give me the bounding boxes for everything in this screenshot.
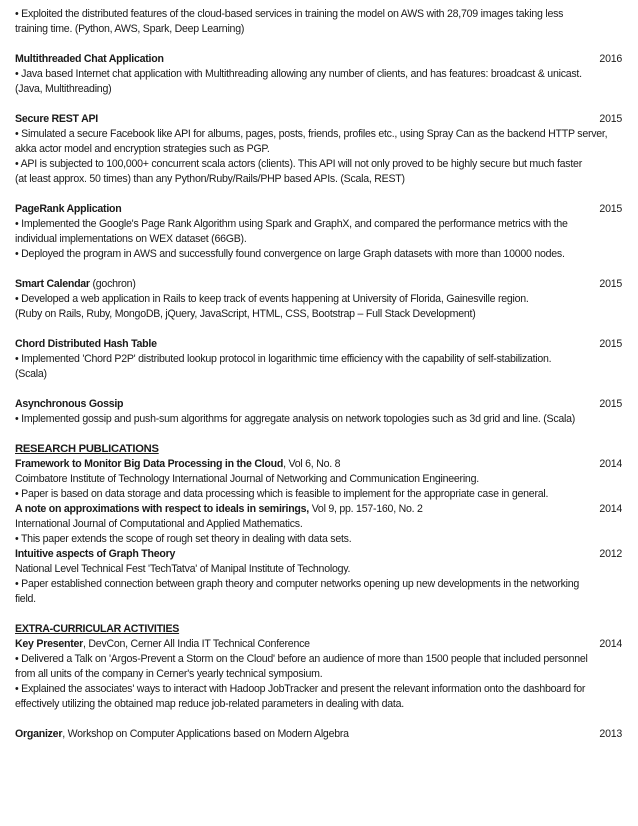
bullet-line: • Explained the associates' ways to interact with Hadoop JobTracker and present the relevant information onto the dashboard for bbox=[15, 683, 586, 695]
project-title: Smart Calendar bbox=[15, 278, 90, 290]
publication-year: 2014 bbox=[599, 458, 622, 470]
project-entry bbox=[15, 202, 623, 262]
publication-details: Vol 9, pp. 157-160, No. 2 bbox=[309, 503, 423, 515]
publication-title: A note on approximations with respect to ideals in semirings, bbox=[15, 503, 309, 515]
project-title: Secure REST API bbox=[15, 113, 98, 125]
activity-header bbox=[15, 637, 623, 652]
bullet-line: (Scala) bbox=[15, 368, 47, 380]
activity-title: Organizer bbox=[15, 728, 63, 740]
project-header bbox=[15, 112, 623, 127]
project-title: PageRank Application bbox=[15, 203, 122, 215]
bullet-line: (Ruby on Rails, Ruby, MongoDB, jQuery, JavaScript, HTML, CSS, Bootstrap – Full Stack Development) bbox=[15, 308, 476, 320]
project-header bbox=[15, 52, 623, 67]
bullet-line: (at least approx. 50 times) than any Python/Ruby/Rails/PHP based APIs. (Scala, REST) bbox=[15, 173, 405, 185]
publication-line: • This paper extends the scope of rough set theory in dealing with data sets. bbox=[15, 533, 352, 545]
activity-header bbox=[15, 727, 623, 742]
publication-line: International Journal of Computational and Applied Mathematics. bbox=[15, 518, 303, 530]
activity-year: 2014 bbox=[599, 638, 622, 650]
publication-line: National Level Technical Fest 'TechTatva' of Manipal Institute of Technology. bbox=[15, 563, 351, 575]
bullet-line: akka actor model and encryption strategies such as PGP. bbox=[15, 143, 270, 155]
project-header bbox=[15, 337, 623, 352]
bullet-line: • Implemented gossip and push-sum algorithms for aggregate analysis on network topologies such as 3d grid and line. (Scala) bbox=[15, 413, 576, 425]
project-year: 2015 bbox=[599, 398, 622, 410]
publication-line: field. bbox=[15, 593, 36, 605]
project-year: 2015 bbox=[599, 203, 622, 215]
publication-line: • Paper is based on data storage and data processing which is feasible to implement for the appropriate case in general. bbox=[15, 488, 549, 500]
project-subtitle: (gochron) bbox=[89, 278, 136, 290]
project-entry bbox=[15, 277, 623, 322]
bullet-line: • Exploited the distributed features of the cloud-based services in training the model on AWS with 28,709 images taking less bbox=[15, 8, 564, 20]
bullet-line: • Simulated a secure Facebook like API for albums, pages, posts, friends, profiles etc., using Spray Can as the backend HTTP server, bbox=[15, 128, 608, 140]
project-entry bbox=[15, 397, 623, 427]
publication-year: 2014 bbox=[599, 503, 622, 515]
bullet-line: (Java, Multithreading) bbox=[15, 83, 112, 95]
project-header bbox=[15, 202, 623, 217]
bullet-line: individual implementations on WEX dataset (66GB). bbox=[15, 233, 247, 245]
activity-year: 2013 bbox=[599, 728, 622, 740]
section-heading: EXTRA-CURRICULAR ACTIVITIES bbox=[15, 623, 180, 635]
publication-line: Coimbatore Institute of Technology International Journal of Networking and Communication Engineering. bbox=[15, 473, 479, 485]
project-title: Asynchronous Gossip bbox=[15, 398, 124, 410]
publication-header bbox=[15, 502, 623, 517]
publication-title: Framework to Monitor Big Data Processing in the Cloud bbox=[15, 458, 284, 470]
project-year: 2015 bbox=[599, 113, 622, 125]
bullet-line: effectively utilizing the obtained map reduce job-related parameters in dealing with data. bbox=[15, 698, 404, 710]
project-year: 2015 bbox=[599, 278, 622, 290]
publication-header bbox=[15, 457, 623, 472]
project-title: Multithreaded Chat Application bbox=[15, 53, 164, 65]
activity-details: , Workshop on Computer Applications based on Modern Algebra bbox=[62, 728, 349, 740]
activity-title: Key Presenter bbox=[15, 638, 84, 650]
bullet-line: • Delivered a Talk on 'Argos-Prevent a Storm on the Cloud' before an audience of more than 1500 people that included personnel bbox=[15, 653, 588, 665]
project-entry bbox=[15, 337, 623, 382]
project-header bbox=[15, 397, 623, 412]
resume-page bbox=[15, 0, 623, 742]
publication-header bbox=[15, 547, 623, 562]
bullet-line: from all units of the company in Cerner's yearly technical symposium. bbox=[15, 668, 323, 680]
activity-details: , DevCon, Cerner All India IT Technical Conference bbox=[83, 638, 310, 650]
section-heading: RESEARCH PUBLICATIONS bbox=[15, 443, 159, 455]
publication-details: , Vol 6, No. 8 bbox=[283, 458, 341, 470]
project-year: 2016 bbox=[599, 53, 622, 65]
bullet-line: • Implemented the Google's Page Rank Algorithm using Spark and GraphX, and compared the performance metrics with the bbox=[15, 218, 568, 230]
project-title: Chord Distributed Hash Table bbox=[15, 338, 157, 350]
bullet-line: • Java based Internet chat application with Multithreading allowing any number of clients, and has features: broadcast & unicast. bbox=[15, 68, 582, 80]
bullet-line: • Deployed the program in AWS and successfully found convergence on large Graph datasets with more than 10000 nodes. bbox=[15, 248, 565, 260]
publication-line: • Paper established connection between graph theory and computer networks opening up new developments in the networking bbox=[15, 578, 580, 590]
project-entry bbox=[15, 52, 623, 97]
publication-title: Intuitive aspects of Graph Theory bbox=[15, 548, 176, 560]
publication-year: 2012 bbox=[599, 548, 622, 560]
bullet-line: • API is subjected to 100,000+ concurrent scala actors (clients). This API will not only proved to be highly secure but much faster bbox=[15, 158, 582, 170]
bullet-line: • Developed a web application in Rails to keep track of events happening at University of Florida, Gainesville region. bbox=[15, 293, 529, 305]
extracurricular-section bbox=[15, 622, 623, 742]
bullet-line: • Implemented 'Chord P2P' distributed lookup protocol in logarithmic time efficiency with the capability of self-stabilization. bbox=[15, 353, 552, 365]
project-header bbox=[15, 277, 623, 292]
project-entry bbox=[15, 112, 623, 187]
project-year: 2015 bbox=[599, 338, 622, 350]
research-section bbox=[15, 442, 623, 607]
continued-project bbox=[15, 7, 623, 37]
bullet-line: training time. (Python, AWS, Spark, Deep Learning) bbox=[15, 23, 245, 35]
